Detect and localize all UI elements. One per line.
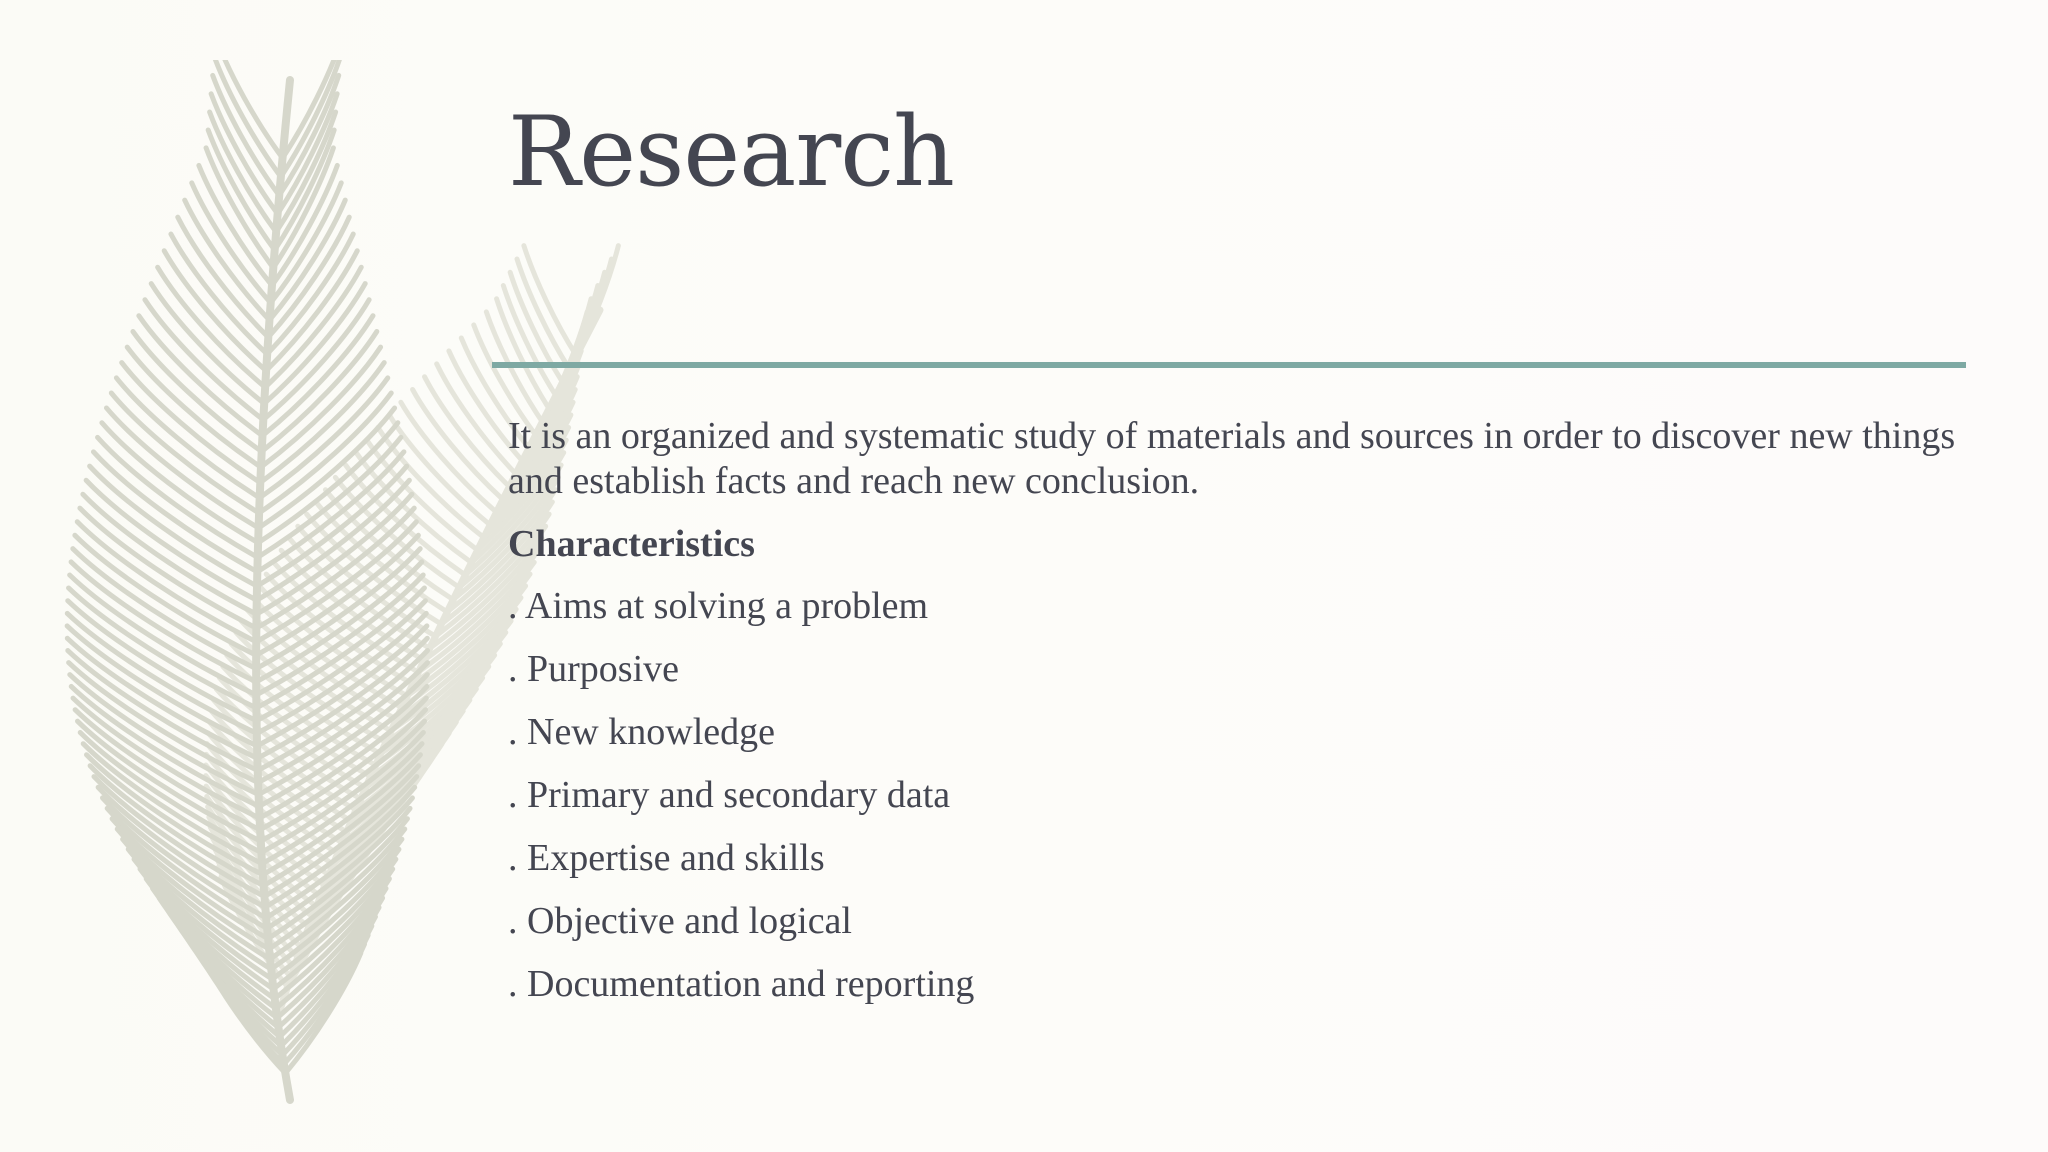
slide-title: Research bbox=[508, 96, 954, 208]
list-item: . Documentation and reporting bbox=[508, 963, 975, 1005]
characteristics-heading: Characteristics bbox=[508, 523, 755, 565]
list-item: . Expertise and skills bbox=[508, 837, 825, 879]
list-item: . Purposive bbox=[508, 648, 679, 690]
intro-paragraph: It is an organized and systematic study of materials and sources in order to discover new things and establish facts and reach new conclusion. bbox=[508, 415, 1956, 502]
slide-body bbox=[508, 414, 1968, 1025]
title-divider bbox=[492, 362, 1966, 368]
list-item: . Aims at solving a problem bbox=[508, 585, 929, 627]
list-item: . Objective and logical bbox=[508, 900, 852, 942]
characteristics-list bbox=[508, 584, 1968, 1007]
list-item: . New knowledge bbox=[508, 711, 775, 753]
list-item: . Primary and secondary data bbox=[508, 774, 951, 816]
